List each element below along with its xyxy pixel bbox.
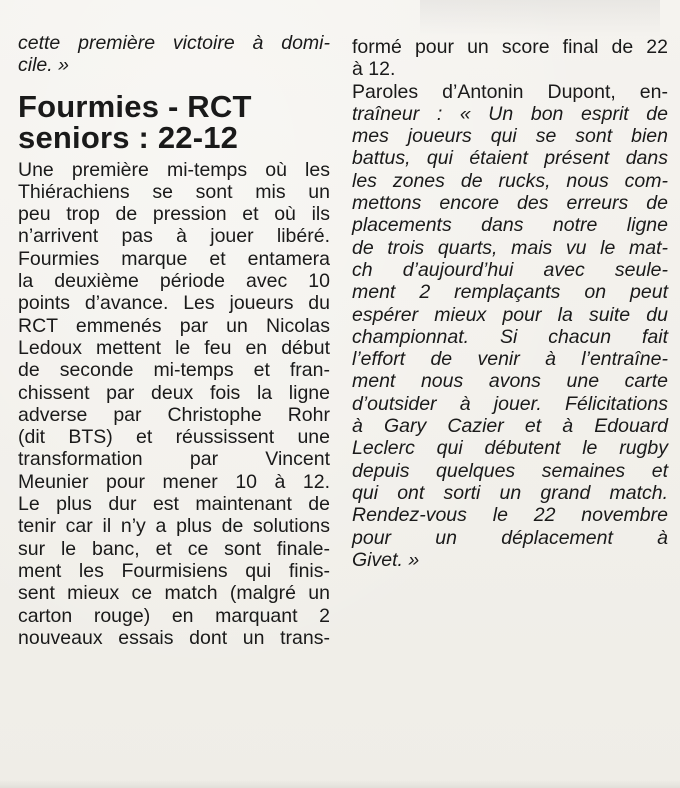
quote-line: mes joueurs qui se sont bien — [352, 125, 668, 148]
body-line: points d’avance. Les joueurs du — [18, 292, 330, 315]
quote-line: les zones de rucks, nous com- — [352, 169, 668, 192]
headline-line: seniors : 22-12 — [18, 119, 239, 155]
body-line: Le plus dur est maintenant de — [18, 493, 330, 516]
body-line: chissent par deux fois la ligne — [18, 381, 330, 404]
body-line: Paroles d’Antonin Dupont, en- — [352, 80, 668, 103]
body-line: de seconde mi-temps et fran- — [18, 359, 330, 382]
body-line: sur le banc, et ce sont finale- — [18, 537, 330, 560]
quote-line: traîneur : « Un bon esprit de — [352, 102, 668, 125]
body-line: (dit BTS) et réussissent une — [18, 426, 330, 449]
body-line: transformation par Vincent — [18, 448, 330, 471]
headline-line: Fourmies - RCT — [18, 88, 252, 124]
right-column — [352, 0, 668, 571]
article-body-left — [18, 159, 330, 650]
intro-line: cile. » — [18, 54, 69, 77]
body-line: adverse par Christophe Rohr — [18, 403, 330, 426]
quote-line: Givet. » — [352, 548, 420, 571]
quote-line: championnat. Si chacun fait — [352, 325, 668, 348]
body-line: tenir car il n’y a plus de solutions — [18, 515, 330, 538]
body-line: ment les Fourmisiens qui finis- — [18, 559, 330, 582]
intro-quote-end — [18, 32, 330, 77]
body-line: formé pour un score final de 22 — [352, 36, 668, 58]
intro-line: cette première victoire à domi- — [18, 32, 330, 54]
quote-line: qui ont sorti un grand match. — [352, 481, 668, 504]
body-line: nouveaux essais dont un trans- — [18, 626, 330, 649]
quote-line: pour un déplacement à — [352, 526, 668, 549]
body-line: peu trop de pression et où ils — [18, 203, 330, 226]
body-line: Ledoux mettent le feu en début — [18, 336, 330, 359]
article-headline — [18, 88, 330, 155]
left-column — [18, 0, 330, 649]
body-line: n’arrivent pas à jouer libéré. — [18, 225, 330, 248]
quote-line: Rendez-vous le 22 novembre — [352, 504, 668, 527]
quote-line: depuis quelques semaines et — [352, 459, 668, 482]
quote-line: battus, qui étaient présent dans — [352, 147, 668, 170]
quote-line: mettons encore des erreurs de — [352, 192, 668, 215]
body-line: RCT emmenés par un Nicolas — [18, 314, 330, 337]
quote-line: ment nous avons une carte — [352, 370, 668, 393]
body-line: à 12. — [352, 58, 396, 81]
quote-line: ch d’aujourd’hui avec seule- — [352, 258, 668, 281]
quote-line: l’effort de venir à l’entraîne- — [352, 348, 668, 371]
quote-line: espérer mieux pour la suite du — [352, 303, 668, 326]
body-line: Une première mi-temps où les — [18, 158, 330, 181]
scan-edge — [0, 780, 680, 788]
body-line: carton rouge) en marquant 2 — [18, 604, 330, 627]
body-line: la deuxième période avec 10 — [18, 270, 330, 293]
quote-line: de trois quarts, mais vu le mat- — [352, 236, 668, 259]
body-line: Meunier pour mener 10 à 12. — [18, 470, 330, 493]
quote-line: à Gary Cazier et à Edouard — [352, 415, 668, 438]
quote-line: ment 2 remplaçants on peut — [352, 281, 668, 304]
body-line: sent mieux ce match (malgré un — [18, 582, 330, 605]
quote-line: d’outsider à jouer. Félicitations — [352, 392, 668, 415]
body-line: Thiérachiens se sont mis un — [18, 180, 330, 203]
quote-line: placements dans notre ligne — [352, 214, 668, 237]
quote-line: Leclerc qui débutent le rugby — [352, 437, 668, 460]
body-line: Fourmies marque et entamera — [18, 247, 330, 270]
